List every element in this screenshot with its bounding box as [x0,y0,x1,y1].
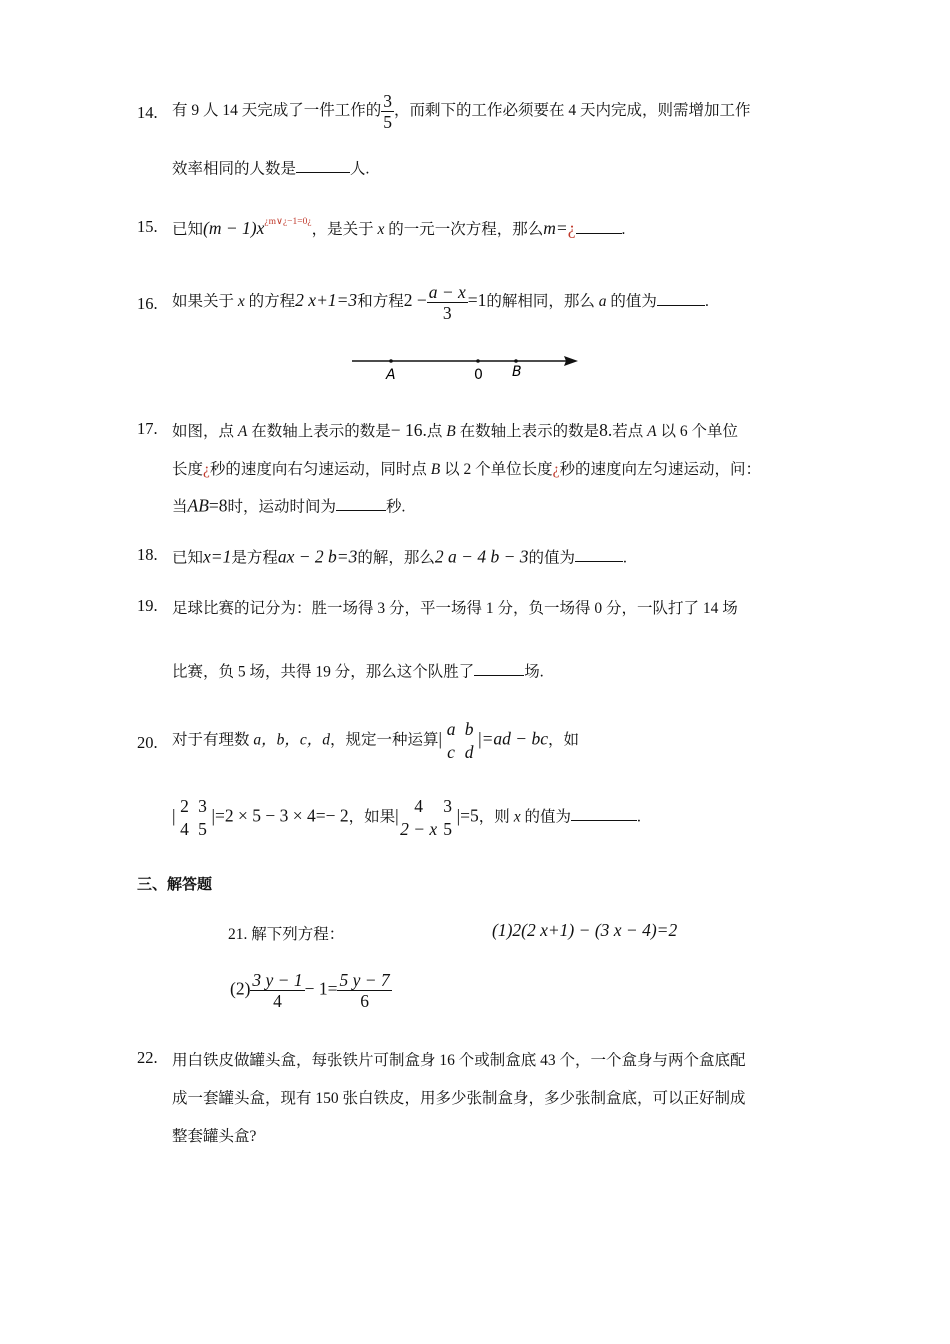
q17-point-a: A [237,423,248,440]
q17-value-b: 8. [599,420,613,440]
q16-frac-num: a − x [428,282,466,302]
q20-det-a: a [446,719,456,739]
q18-number: 18. [137,545,158,564]
q20-ex-d: 5 [198,818,207,839]
q17-point-b2: B [430,461,441,478]
q17-point-a2: A [647,423,657,440]
q20-ex-bar-left: | [172,805,176,826]
q18-eq-a: x=1 [203,546,232,567]
q16-answer-blank[interactable] [657,289,705,306]
q20-var-x: x [513,808,521,826]
q20-q-d: 5 [443,818,453,839]
q20-line2 [172,795,641,841]
q15-text-a: 已知 [172,221,204,238]
q17-t4: 在数轴上表示的数是 [455,423,600,440]
q20-ex-eq: =2 × 5 − 3 × 4=− 2 [215,805,349,826]
q18-answer-blank[interactable] [575,545,623,562]
q14-frac-num: 3 [383,91,393,111]
q20-det-b: b [464,719,474,739]
q15-end: . [621,221,626,238]
q19-answer-blank[interactable] [474,659,524,676]
q20-t3: ，如 [547,731,579,749]
q14-text-end: 人. [350,160,370,178]
q14-text-c: 效率相同的人数是 [172,160,297,178]
q17-answer-blank[interactable] [336,494,386,511]
section-heading: 三、解答题 [137,875,213,893]
q17-t3: 点 [426,423,447,440]
q20-det-def [442,718,478,764]
q22-line2: 成一套罐头盒，现有 150 张白铁皮，用多少张制盒身，多少张制盒底，可以正好制成 [172,1090,746,1107]
q18-line [172,545,627,567]
q17-garbled2: ¿ [552,461,560,478]
q14-frac-den: 5 [383,112,393,133]
q16-text-e: 的值为 [606,293,657,311]
q16-eq2-a: 2 − [403,290,427,311]
q20-q-bar-left: | [395,805,399,826]
q20-q-eq: =5 [460,805,479,826]
q15-expr: (m − 1) [203,218,257,238]
q20-vars: a，b，c，d [253,731,331,749]
q15-line [172,216,625,239]
point-b-dot [514,359,518,363]
q19-t2: 比赛，负 5 场，共得 19 分，那么这个队胜了 [172,663,475,681]
q17-garbled1: ¿ [203,461,210,478]
q18-t2: 是方程 [231,549,278,567]
q20-q-b: 3 [443,796,453,816]
q15-x: x [377,221,385,238]
q22-number: 22. [137,1048,158,1067]
q16-text-d: 的解相同，那么 [486,293,599,311]
q21-frac1 [250,970,304,1011]
q21-mid: − 1= [304,978,338,999]
q17-t5: 若点 [612,423,648,440]
q20-t2: ，规定一种运算 [330,731,439,749]
q18-end: . [623,549,627,567]
q17-t7: 长度 [172,461,204,478]
q21-part2 [230,970,392,1011]
q18-eq-c: 2 a − 4 b − 3 [434,546,529,567]
q16-line [172,282,709,323]
q17-t11: 当 [172,498,188,516]
q18-t1: 已知 [172,549,204,567]
q15-exponent: ¿m∨¿−1=0¿ [264,217,312,227]
q20-t6: 的值为 [520,808,571,826]
q20-ex-b: 3 [198,796,207,816]
label-0: 0 [474,367,483,383]
q21-label: 21. 解下列方程： [228,926,345,943]
q21-part1 [492,920,677,941]
point-0-dot [476,359,480,363]
q20-bar-right: | [478,728,482,749]
q17-number: 17. [137,419,158,438]
point-a-dot [389,359,393,363]
q19-end: 场. [524,663,544,681]
q14-line2 [172,156,369,178]
q17-eq8: =8 [208,495,228,516]
q15-number: 15. [137,217,158,236]
q20-q-a: 4 [414,796,424,816]
q15-text-b: ，是关于 [311,221,378,238]
q16-fraction [427,282,468,323]
q17-t10: 秒的速度向左匀速运动，问： [559,461,762,478]
q17-value-a: − 16. [390,420,427,440]
q22-line3: 整套罐头盒? [172,1128,257,1145]
q14-answer-blank[interactable] [296,156,350,173]
q20-bar-left: | [438,728,443,749]
q16-end: . [704,293,709,311]
q20-ex-bar-right: | [211,805,216,826]
q16-text-c: 和方程 [357,293,404,311]
q20-det-d: d [464,741,474,762]
q17-line3 [172,494,405,516]
q20-t1: 对于有理数 [172,731,254,749]
q20-q-bar-right: | [456,805,461,826]
q14-text-b: ，而剩下的工作必须要在 4 天内完成，则需增加工作 [394,102,751,120]
q21-frac2-den: 6 [360,991,369,1012]
q20-ex-c: 4 [180,818,189,839]
q20-answer-blank[interactable] [571,804,637,821]
q17-t9: 以 2 个单位长度 [440,461,553,478]
q15-answer-blank[interactable] [576,217,622,234]
q15-m-eq: m= [543,218,568,238]
label-a: A [386,367,396,383]
q14-text-a: 有 9 人 14 天完成了一件工作的 [172,102,382,120]
q14-fraction [381,91,394,132]
q20-end: . [636,808,641,826]
number-line-arrow [564,356,578,366]
q15-var-x: x [256,218,265,238]
q15-garbled: ¿ [567,218,576,238]
q18-eq-b: ax − 2 b=3 [277,546,358,567]
q20-det-c: c [447,741,455,762]
q19-number: 19. [137,596,158,615]
q19-line2 [172,659,544,681]
q17-line2 [172,457,761,479]
q14-line1 [172,91,751,132]
q21-frac1-num: 3 y − 1 [252,970,303,990]
q20-det-question [399,795,457,841]
q21-eq1: (1)2(2 x+1) − (3 x − 4)=2 [492,920,678,940]
q15-text-d: 的一元一次方程，那么 [384,221,544,238]
q16-frac-den: 3 [442,303,452,324]
q20-number: 20. [137,733,158,752]
q20-det-example [176,795,212,841]
q17-ab: AB [187,495,209,516]
q20-q-c: 2 − x [400,818,438,839]
q17-t1: 如图，点 [172,423,238,440]
q19-line1: 足球比赛的记分为：胜一场得 3 分，平一场得 1 分，负一场得 0 分，一队打了 14 场 [172,600,738,617]
q21-p2-label: (2) [230,978,251,999]
q20-ex-a: 2 [180,796,189,816]
label-b: B [512,364,522,380]
q14-number: 14. [137,103,158,122]
q17-t2: 在数轴上表示的数是 [247,423,391,440]
q21-frac1-den: 4 [273,991,282,1012]
q16-text-a: 如果关于 [172,293,238,311]
q18-t4: 的值为 [528,549,576,567]
q16-var-x: x [237,293,245,311]
q17-t6: 以 6 个单位 [656,423,738,440]
q16-number: 16. [137,294,158,313]
q16-text-b: 的方程 [244,293,296,311]
q20-t4: ，如果 [348,808,396,826]
q21-frac2-num: 5 y − 7 [339,970,390,990]
q22-line1: 用白铁皮做罐头盒，每张铁片可制盒身 16 个或制盒底 43 个，一个盒身与两个盒底配 [172,1052,746,1069]
q20-def: =ad − bc [481,728,548,749]
q20-line1 [172,718,579,764]
number-line-figure [350,350,582,384]
q18-t3: 的解，那么 [357,549,435,567]
q20-t5: ，则 [478,808,514,826]
q16-eq1: 2 x+1=3 [295,290,358,311]
q17-line1 [172,419,738,441]
q17-end: 秒. [386,498,406,516]
q21-frac2 [337,970,391,1011]
q17-t8: 秒的速度向右匀速运动，同时点 [209,461,431,478]
q17-t12: 时，运动时间为 [227,498,337,516]
q17-point-b: B [446,423,456,440]
q16-var-a: a [598,293,607,311]
q16-eq2-b: =1 [467,290,487,311]
